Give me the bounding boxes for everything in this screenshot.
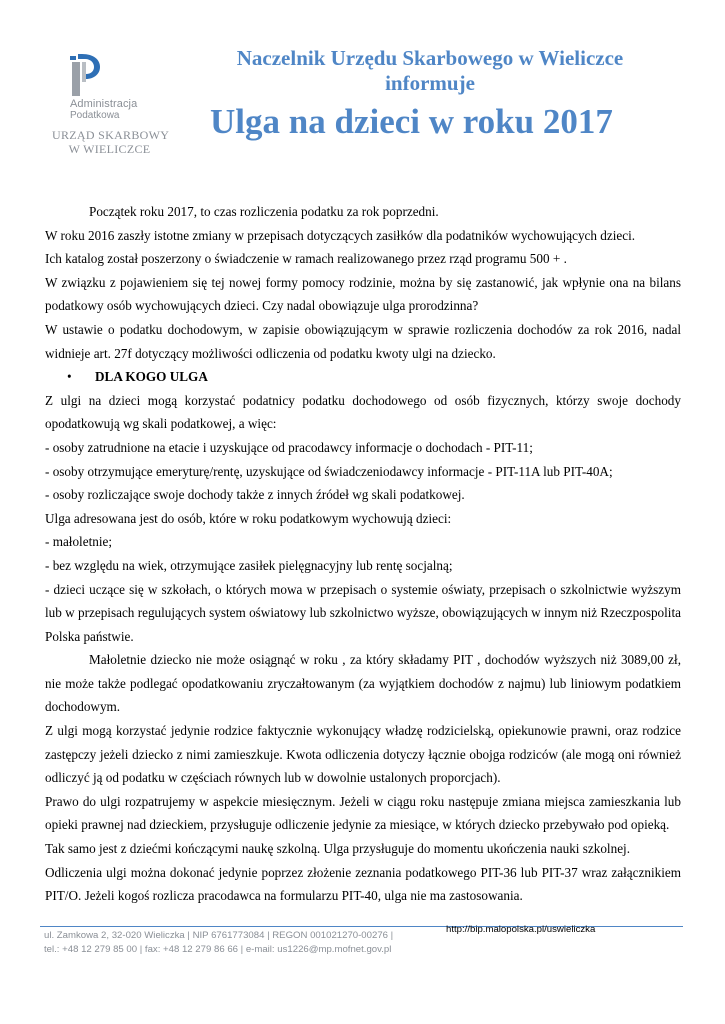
office-name-line2: W WIELICZCE (68, 142, 151, 156)
list-item-students: - dzieci uczące się w szkołach, o których mowa w przepisach o systemie oświaty, przepisach o szkolnictwie wyższym lub w przepisach regulujących system oświatowy lub szkolnictwo wyższe, obowiązujących w innym niż Rzeczpospolita Polska państwie. (45, 581, 681, 644)
paragraph-question: W związku z pojawieniem się tej nowej formy pomocy rodzinie, można by się zastanowić, jak wpłynie ona na bilans podatkowy osób wychowujących dzieci. Czy nadal obowiązuje ulga prorodzinna? (45, 274, 681, 314)
footer-address-line: ul. Zamkowa 2, 32-020 Wieliczka | NIP 6761773084 | REGON 001021270-00276 | (44, 930, 394, 941)
list-item-employees: - osoby zatrudnione na etacie i uzyskujące od pracodawcy informacje o dochodach - PIT-11; (45, 439, 533, 455)
header-title-line2: informuje (385, 71, 475, 95)
logo-mark-icon (68, 52, 102, 98)
section-heading-dla-kogo-ulga (45, 365, 681, 389)
logo-text-administracja: Administracja (70, 98, 138, 110)
paragraph-monthly: Prawo do ulgi rozpatrujemy w aspekcie miesięcznym. Jeżeli w ciągu roku następuje zmiana miejsca zamieszkania lub opieki prawnej nad dzieckiem, przysługuje odliczenie jedynie za miesiące, w których dziecko przebywało pod opieką. (45, 793, 681, 833)
list-item-minors: - małoletnie; (45, 534, 113, 550)
paragraph-parents: Z ulgi mogą korzystać jedynie rodzice faktycznie wykonujący władzę rodzicielską, opiekunowie prawni, oraz rodzice zastępczy jeżeli dziecko z nimi zamieszkuje. Kwota odliczenia dotyczy łącznie obojga rodziców (ale mogą oni również odliczyć ją od podatku w częściach równych lub w dowolnie ustalonych proporcjach). (45, 723, 681, 786)
footer-website-link[interactable]: http://bip.malopolska.pl/uswieliczka (446, 924, 596, 935)
footer-contact (44, 929, 393, 957)
paragraph-law: W ustawie o podatku dochodowym, w zapisie obowiązującym w sprawie rozliczenia dochodów za rok 2016, nadal widnieje art. 27f dotyczący możliwości odliczenia od podatku kwoty ulgi na dziecko. (45, 321, 681, 361)
paragraph-eligible-taxpayers: Z ulgi na dzieci mogą korzystać podatnicy podatku dochodowego od osób fizycznych, którzy swoje dochody opodatkowują wg skali podatkowej, a więc: (45, 392, 681, 432)
page-title: Ulga na dzieci w roku 2017 (210, 102, 613, 141)
paragraph-income-limit: Małoletnie dziecko nie może osiągnąć w roku , za który składamy PIT , dochodów wyższych niż 3089,00 zł, nie może także podlegać opodatkowaniu zryczałtowanym (za wyjątkiem dochodów z najmu) lub liniowym podatkiem dochodowym. (45, 652, 681, 715)
bullet-icon: • (67, 369, 72, 385)
office-name-line1: URZĄD SKARBOWY (52, 128, 170, 142)
logo-text-podatkowa: Podatkowa (70, 110, 120, 121)
document-body (45, 200, 681, 908)
paragraph-forms: Odliczenia ulgi można dokonać jedynie poprzez złożenie zeznania podatkowego PIT-36 lub PIT-37 wraz załącznikiem PIT/O. Jeżeli kogoś rozlicza pracodawca na formularzu PIT-40, ulga nie ma zastosowania. (45, 864, 681, 904)
paragraph-catalog: Ich katalog został poszerzony o świadczenie w ramach realizowanego przez rząd programu 500 + . (45, 251, 567, 267)
header-title-line1: Naczelnik Urzędu Skarbowego w Wieliczce (236, 46, 624, 70)
paragraph-children-intro: Ulga adresowana jest do osób, które w roku podatkowym wychowują dzieci: (45, 510, 452, 526)
header-title-block (180, 46, 680, 96)
paragraph-changes: W roku 2016 zaszły istotne zmiany w przepisach dotyczących zasiłków dla podatników wychowujących dzieci. (45, 227, 636, 243)
page-header (0, 0, 725, 170)
footer-phone-line: tel.: +48 12 279 85 00 | fax: +48 12 279 86 66 | e-mail: us1226@mp.mofnet.gov.pl (44, 944, 392, 955)
list-item-other-income: - osoby rozliczające swoje dochody także z innych źródeł wg skali podatkowej. (45, 487, 465, 503)
paragraph-school-end: Tak samo jest z dziećmi kończącymi naukę szkolną. Ulga przysługuje do momentu ukończenia nauki szkolnej. (45, 841, 631, 857)
paragraph-intro: Początek roku 2017, to czas rozliczenia podatku za rok poprzedni. (89, 204, 439, 219)
list-item-care-allowance: - bez względu na wiek, otrzymujące zasiłek pielęgnacyjny lub rentę socjalną; (45, 557, 453, 573)
section-heading-text: DLA KOGO ULGA (95, 369, 208, 385)
list-item-pensioners: - osoby otrzymujące emeryturę/rentę, uzyskujące od świadczeniodawcy informacje - PIT-11A lub PIT-40A; (45, 463, 613, 479)
